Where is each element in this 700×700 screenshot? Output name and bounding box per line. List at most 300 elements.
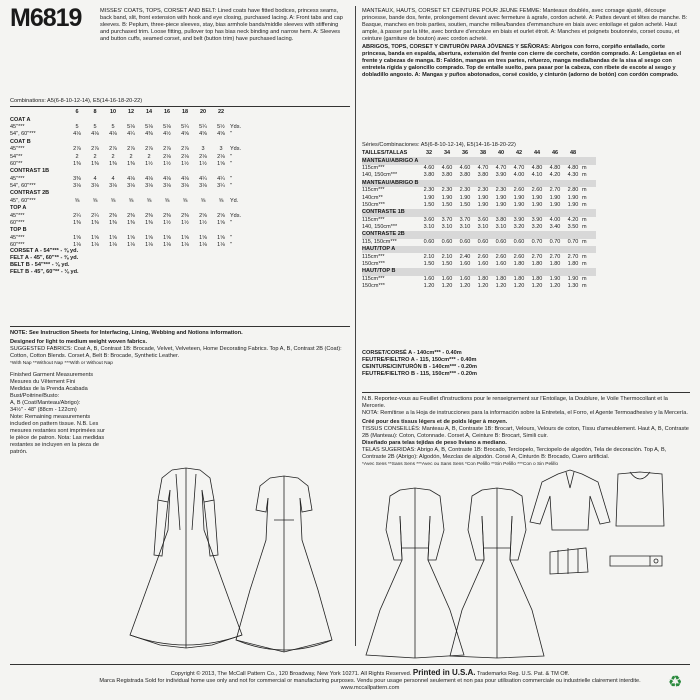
nap-legend-fr: *Avec Sens **Sans Sens ***Avec ou Sans Sens *Con Pelillo **Sin Pelillo ***Con o Sin Pelillo: [362, 462, 559, 467]
size-header: 32: [425, 150, 433, 157]
footer-copyright: Copyright © 2013, The McCall Pattern Co., 120 Broadway, New York 10271. All Rights Reserved.: [170, 671, 412, 677]
yardage-value: 1⅛: [199, 242, 207, 249]
yardage-value: 1⅛: [73, 242, 81, 249]
yardage-value: 4: [111, 175, 115, 182]
yardage-value: 2⅞: [109, 146, 117, 153]
yardage-value: 3.70: [441, 216, 453, 223]
fabric-width: 150cm***: [362, 201, 385, 208]
yardage-value: 3⅜: [73, 175, 81, 182]
yardage-row: [10, 124, 244, 131]
section-label: CONTRAST 2B: [10, 190, 50, 197]
size-header: 38: [479, 150, 487, 157]
yardage-value: 3.40: [549, 224, 561, 231]
coat-a-front-drawing: [130, 468, 242, 648]
yardage-value: 2.60: [513, 187, 525, 194]
yardage-value: 1.90: [477, 201, 489, 208]
yardage-value: 3: [201, 146, 205, 153]
fabric-width: 115cm***: [362, 216, 385, 223]
rule: [362, 392, 690, 393]
tailles-header-row: [362, 150, 596, 157]
yardage-value: 2⅝: [199, 212, 207, 219]
yardage-value: 5: [111, 123, 115, 130]
yardage-value: 2.40: [459, 253, 471, 260]
yardage-row: [10, 212, 244, 219]
size-header: 48: [569, 150, 577, 157]
yardage-value: 2⅛: [163, 153, 171, 160]
yardage-row: [362, 224, 596, 231]
unit: ": [230, 220, 232, 227]
yardage-value: 1.90: [423, 194, 435, 201]
yardage-value: 2.70: [549, 253, 561, 260]
description-fr: [362, 8, 690, 79]
yardage-value: 3.10: [495, 224, 507, 231]
yardage-value: 0.60: [441, 238, 453, 245]
size-header: 46: [551, 150, 559, 157]
yardage-value: 2⅞: [73, 146, 81, 153]
nota-es: NOTA: Remítirse a la Hoja de instrucciones para la información sobre la Entretela, el Forro, el Agente Termoadhesivo y la Mercería.: [362, 410, 688, 416]
fabric-width: 115cm***: [362, 187, 385, 194]
yardage-value: 1.30: [567, 283, 579, 290]
unit: ": [230, 131, 232, 138]
corset-line: FELT B - 45", 60"** - ⅛ yd.: [10, 269, 79, 275]
unit: m: [582, 275, 587, 282]
yardage-value: 4.70: [513, 164, 525, 171]
yardage-value: 2⅜: [109, 212, 117, 219]
yardage-value: 4.10: [531, 172, 543, 179]
yardage-value: 4⅝: [199, 131, 207, 138]
yardage-row: [362, 217, 596, 224]
tailles-label: TAILLES/TALLAS: [362, 150, 408, 157]
coat-b-back-drawing: [450, 488, 544, 658]
yardage-value: 4⅛: [109, 131, 117, 138]
yardage-value: 1.20: [441, 283, 453, 290]
yardage-value: 4.80: [549, 164, 561, 171]
yardage-value: 1.80: [549, 261, 561, 268]
yardage-value: 4.60: [441, 164, 453, 171]
unit: m: [582, 201, 587, 208]
fabric-width: 45"***: [10, 175, 25, 182]
yardage-value: 3.60: [477, 216, 489, 223]
corset-list-en: [10, 248, 79, 276]
yardage-value: 1⅜: [109, 160, 117, 167]
fabric-width: 115cm***: [362, 164, 385, 171]
yardage-value: 1.90: [441, 194, 453, 201]
yardage-value: 2¼: [73, 212, 81, 219]
yardage-value: 2.80: [567, 187, 579, 194]
description-fr-text: MANTEAUX, HAUTS, CORSET ET CEINTURE POUR JEUNE FEMME: Manteaux doublés, avec corsage ajusté, découpe princesse, bande dos, fente, prolongement devant avec fermeture à agrafe, cordon acheté. A: Pattes devant et têtes de manche. B: Basque, manches en trois parties, soutien, manche milieu/bandes d'emmanchure en biais avec entoilage et galon acheté. Haut ample, à passer par la tête, avec bordure d'encolure en biais et ourlet étroit. A: Manches et poignets boutonnés, corset cousu, et ceinture (garniture de bouton) avec cordon acheté.: [362, 8, 688, 42]
notes-en: [10, 330, 345, 367]
yardage-value: 4.20: [549, 172, 561, 179]
corset-line: CEINTURE/CINTURÓN B - 140cm*** - 0.20m: [362, 364, 478, 370]
yardage-value: 4⅛: [91, 131, 99, 138]
yardage-value: ⅝: [182, 197, 188, 204]
fabric-width: 45", 60"***: [10, 197, 36, 204]
yardage-value: 1⅛: [109, 242, 117, 249]
yardage-row: [362, 261, 596, 268]
yardage-value: 1⅛: [91, 242, 99, 249]
section-fill: [68, 190, 244, 197]
corset-line: CORSET/CORSÉ A - 140cm*** - 0.40m: [362, 350, 462, 356]
yardage-value: 3⅛: [145, 183, 153, 190]
coat-a-back-drawing: [236, 476, 332, 652]
section-label: TOP B: [10, 227, 27, 234]
yardage-value: 2⅞: [127, 146, 135, 153]
yardage-value: 1⅛: [127, 242, 135, 249]
yardage-value: 2.30: [495, 187, 507, 194]
yardage-value: 4⅜: [145, 131, 153, 138]
yardage-row: [10, 176, 244, 183]
yardage-value: 3.50: [567, 224, 579, 231]
fabric-width: 150cm***: [362, 261, 385, 268]
section-fill: [420, 180, 596, 187]
yardage-value: 2.60: [495, 253, 507, 260]
corset-list-fr: [362, 350, 477, 378]
yardage-row: [362, 276, 596, 283]
yardage-value: 3⅛: [91, 183, 99, 190]
yardage-value: 4⅛: [127, 175, 135, 182]
yardage-value: ⅝: [200, 197, 206, 204]
section-fill: [68, 205, 244, 212]
yardage-value: 1.20: [423, 283, 435, 290]
yardage-value: 0.60: [459, 238, 471, 245]
yardage-value: 3.90: [531, 216, 543, 223]
yardage-value: 3⅛: [127, 183, 135, 190]
yardage-value: 2.30: [477, 187, 489, 194]
yardage-value: 1.20: [495, 283, 507, 290]
yardage-value: 1.80: [495, 275, 507, 282]
yardage-row: [10, 183, 244, 190]
yardage-row: [10, 153, 244, 160]
yardage-value: 0.70: [531, 238, 543, 245]
yardage-value: 1⅝: [181, 234, 189, 241]
section-label: TOP A: [10, 205, 27, 212]
yardage-value: 2⅛: [181, 153, 189, 160]
yardage-value: 5: [93, 123, 97, 130]
combinations-en: Combinations: A5(6-8-10-12-14), E5(14-16-18-20-22): [10, 98, 143, 104]
yardage-value: 0.60: [477, 238, 489, 245]
section-label: CONTRASTE 2B: [362, 231, 420, 238]
size-header: 8: [93, 109, 97, 116]
fabric-width: 45"***: [10, 123, 25, 130]
yardage-value: 1.50: [441, 261, 453, 268]
yardage-value: 2⅞: [163, 146, 171, 153]
yardage-value: 1.20: [477, 283, 489, 290]
fabric-width: 60"***: [10, 242, 25, 249]
yardage-value: 1⅜: [127, 160, 135, 167]
footer-made-in: Printed in U.S.A.: [412, 668, 476, 677]
fabric-width: 54"**: [10, 153, 23, 160]
yardage-row: [10, 198, 244, 205]
yardage-value: 4⅝: [217, 131, 225, 138]
yardage-value: 1.60: [477, 261, 489, 268]
unit: Yds.: [230, 212, 242, 219]
yardage-value: ⅝: [74, 197, 80, 204]
measurements-text: Finished Garment Measurements Mesures du Vêtement Fini Medidas de la Prenda Acabada Bust/Poitrine/Busto: A, B (Coat/Manteau/Abrigo): 34½" - 48" (88cm - 122cm) Note: Remaining measurements included on pattern tissue. N.B. Les mesures restantes sont imprimées sur le pièce de patron. Nota: Las medidas restantes se incluyen en la pieza de patrón.: [10, 372, 105, 455]
section-row: [10, 227, 244, 234]
yardage-value: 1.60: [459, 261, 471, 268]
yardage-value: 1⅜: [91, 160, 99, 167]
yardage-value: 1.90: [459, 194, 471, 201]
yardage-value: 1.80: [513, 275, 525, 282]
size-header: 18: [181, 109, 189, 116]
yardage-value: 1.90: [477, 194, 489, 201]
description-es-text: ABRIGOS, TOPS, CORSET Y CINTURÓN PARA JÓVENES Y SEÑORAS: Abrigos con forro, corpiño entallado, corte princesa, banda en espalda, abertura, extensión del frente con cierre de corchete, cordón comprado. A: Lengüetas en el frente y cabezas de manga. B: Faldón, mangas en tres partes, refuerzo, manga media/bandas de la sisa al sesgo con entretela rígida y galoncillo comprado. Top de entalle suelto, para pasar por la cabeza, con ribete de escote al sesgo y dobladillo angosto. A: Mangas y puños abotonados, corsé cosido, y cinturón (adorno de botón) con cordón comprado.: [362, 44, 682, 78]
size-header: 34: [443, 150, 451, 157]
unit: m: [582, 187, 587, 194]
yardage-value: 1⅜: [127, 220, 135, 227]
yardage-value: 2.60: [477, 253, 489, 260]
corset-a-drawing: [550, 548, 588, 574]
yardage-value: 1.90: [495, 194, 507, 201]
yardage-value: 4.00: [513, 172, 525, 179]
size-header: 6: [75, 109, 79, 116]
yardage-value: 4⅛: [163, 175, 171, 182]
yardage-value: 1.90: [549, 194, 561, 201]
yardage-row: [10, 161, 244, 168]
yardage-value: 3⅛: [163, 183, 171, 190]
fabric-width: 60"**: [10, 160, 23, 167]
yardage-value: 4⅛: [181, 175, 189, 182]
yardage-value: 2: [75, 153, 79, 160]
yardage-value: 2⅞: [181, 146, 189, 153]
yardage-value: 1⅝: [145, 234, 153, 241]
copyright-footer: [90, 669, 650, 692]
yardage-row: [362, 202, 596, 209]
yardage-value: 1.90: [531, 194, 543, 201]
yardage-value: 0.60: [423, 238, 435, 245]
yardage-value: 3: [219, 146, 223, 153]
section-row: [362, 157, 596, 164]
yardage-value: 2: [93, 153, 97, 160]
section-row: [362, 268, 596, 275]
yardage-value: 1.80: [531, 261, 543, 268]
yardage-value: 4½: [163, 131, 171, 138]
unit: Yds.: [230, 123, 242, 130]
yardage-value: 1⅜: [73, 220, 81, 227]
yardage-value: 2⅝: [217, 212, 225, 219]
fabric-width: 60"***: [10, 220, 25, 227]
yardage-value: 2.10: [423, 253, 435, 260]
yardage-value: 1.60: [441, 275, 453, 282]
fabric-width: 115cm***: [362, 275, 385, 282]
yardage-value: 1⅝: [91, 234, 99, 241]
fabric-width: 150cm***: [362, 283, 385, 290]
yardage-row: [362, 165, 596, 172]
size-header: 16: [163, 109, 171, 116]
garment-line-drawings: [110, 460, 670, 660]
unit: m: [582, 172, 587, 179]
designed-es: Diseñado para telas tejidas de peso liviano a mediano.: [362, 440, 507, 446]
yardage-row: [10, 131, 244, 138]
footer-legal: Marca Registrada Sold for individual home use only and not for commercial or manufacturing purposes. Vendu pour usage personnel seulement et non pas pour utilisation commerciale ou industrielle clairement interdite. www.mccallpattern.com: [99, 678, 641, 691]
combinations-fr: Séries/Combinaciones: A5(6-8-10-12-14), E5(14-16-18-20-22): [362, 142, 516, 148]
yardage-value: 2.70: [549, 187, 561, 194]
unit: m: [582, 261, 587, 268]
size-header-row: [10, 109, 244, 116]
yardage-value: 1⅝: [109, 234, 117, 241]
fabric-width: 140, 150cm***: [362, 224, 398, 231]
yardage-value: 3.10: [459, 224, 471, 231]
recycle-icon: ♻: [668, 674, 683, 691]
yardage-value: 1.90: [495, 201, 507, 208]
corset-line: FELT A - 45", 60"** - ⅜ yd.: [10, 255, 79, 261]
fabric-width: 54", 60"***: [10, 183, 36, 190]
yardage-value: 2⅜: [127, 212, 135, 219]
unit: m: [582, 283, 587, 290]
unit: ": [230, 153, 232, 160]
yardage-value: 1⅜: [73, 160, 81, 167]
yardage-value: 1⅝: [127, 234, 135, 241]
yardage-value: 1½: [199, 220, 207, 227]
yardage-value: 1½: [163, 220, 171, 227]
yardage-value: 3⅛: [199, 183, 207, 190]
yardage-value: 5⅛: [145, 123, 153, 130]
designed-fr: Créé pour des tissus légers et de poids léger à moyen.: [362, 419, 508, 425]
yardage-value: 1½: [145, 160, 153, 167]
yardage-value: 3.60: [423, 216, 435, 223]
yardage-value: 1.80: [513, 261, 525, 268]
yardage-value: 2.30: [423, 187, 435, 194]
yardage-row: [362, 187, 596, 194]
section-row: [10, 205, 244, 212]
section-fill: [420, 246, 596, 253]
yardage-value: 5: [75, 123, 79, 130]
yardage-value: 1½: [163, 160, 171, 167]
yardage-value: 1.20: [459, 283, 471, 290]
yardage-value: 1.50: [441, 201, 453, 208]
yardage-value: 2.60: [531, 187, 543, 194]
section-fill: [420, 268, 596, 275]
yardage-value: 4⅛: [73, 131, 81, 138]
yardage-value: ⅝: [128, 197, 134, 204]
yardage-value: 4⅛: [145, 175, 153, 182]
yardage-value: 4.60: [423, 164, 435, 171]
yardage-value: 4.70: [477, 164, 489, 171]
section-fill: [420, 231, 596, 238]
yardage-value: 4.80: [531, 164, 543, 171]
yardage-value: 1.50: [459, 201, 471, 208]
yardage-value: 1.90: [567, 194, 579, 201]
yardage-value: 2⅛: [217, 153, 225, 160]
section-label: CONTRAST 1B: [10, 168, 50, 175]
section-label: HAUT/TOP B: [362, 268, 420, 275]
yardage-row: [10, 220, 244, 227]
yardage-value: 2⅜: [181, 212, 189, 219]
yardage-value: 4.00: [549, 216, 561, 223]
yardage-value: 1.60: [423, 275, 435, 282]
yardage-table: [10, 109, 244, 249]
yardage-value: 2⅞: [91, 146, 99, 153]
yardage-value: 2: [129, 153, 133, 160]
telas-es: TELAS SUGERIDAS: Abrigo A, B, Contraste 1B: Brocado, Terciopelo, Terciopelo de algodón, Tela de decoración. Top A, B, Contraste 2B (Abrigo): Algodón, Mezclas de algodón. Corsé A, Cinturón B: Brocado, Cuero artificial.: [362, 447, 667, 460]
size-header: 14: [145, 109, 153, 116]
yardage-value: 5⅛: [163, 123, 171, 130]
yardage-value: ⅝: [110, 197, 116, 204]
suggested-en: SUGGESTED FABRICS: Coat A, B, Contrast 1B: Brocade, Velvet, Velveteen, Home Decorating Fabrics. Top A, B, Contrast 2B (Coat): Cotton, Cotton Blends. Corset A, Belt B: Brocade, Synthetic Leather.: [10, 346, 342, 359]
yardage-value: 3⅛: [181, 183, 189, 190]
yardage-value: 2.60: [513, 253, 525, 260]
yardage-value: 1.50: [423, 201, 435, 208]
footer-trademark: Trademarks Reg. U.S. Pat. & TM Off.: [476, 671, 570, 677]
yardage-value: 1⅜: [91, 220, 99, 227]
section-fill: [420, 157, 596, 164]
yardage-value: ⅝: [92, 197, 98, 204]
section-row: [362, 246, 596, 253]
yardage-value: 2⅜: [145, 212, 153, 219]
yardage-value: 1.80: [567, 261, 579, 268]
yardage-value: 1.80: [477, 275, 489, 282]
yardage-value: 4.20: [567, 216, 579, 223]
yardage-value: 1⅝: [217, 220, 225, 227]
size-header: 20: [199, 109, 207, 116]
section-label: HAUT/TOP A: [362, 246, 420, 253]
yardage-value: 3.10: [423, 224, 435, 231]
yardage-value: 2⅜: [163, 212, 171, 219]
yardage-value: 2: [111, 153, 115, 160]
unit: m: [582, 194, 587, 201]
yardage-value: 1.60: [459, 275, 471, 282]
yardage-value: 2: [147, 153, 151, 160]
yardage-value: 1.90: [567, 275, 579, 282]
corset-line: FEUTRE/FIELTRO A - 115, 150cm*** - 0.40m: [362, 357, 477, 363]
fabric-width: 140, 150cm***: [362, 172, 398, 179]
section-label: COAT A: [10, 116, 31, 123]
yardage-value: 3⅛: [109, 183, 117, 190]
notes-fr-es: [362, 396, 692, 468]
yardage-value: 2.70: [531, 253, 543, 260]
yardage-value: 1.20: [531, 283, 543, 290]
yardage-value: 3.20: [531, 224, 543, 231]
yardage-value: 1⅜: [145, 220, 153, 227]
yardage-row: [10, 235, 244, 242]
belt-b-drawing: [610, 556, 662, 566]
finished-measurements: [10, 372, 106, 456]
fabric-width: 54", 60"***: [10, 131, 36, 138]
yardage-value: 1½: [181, 160, 189, 167]
section-label: CONTRASTE 1B: [362, 209, 420, 216]
unit: Yd.: [230, 197, 239, 204]
yardage-value: 1⅜: [109, 220, 117, 227]
rule: [10, 326, 350, 327]
yardage-value: 0.70: [567, 238, 579, 245]
section-fill: [420, 209, 596, 216]
fabric-width: 45"***: [10, 234, 25, 241]
unit: ": [230, 175, 232, 182]
top-a-drawing: [530, 470, 610, 530]
section-row: [10, 190, 244, 197]
nb-fr: N.B. Reportez-vous au Feuillet d'instructions pour le renseignement sur l'Entoilage, la Doublure, le Voile Thermocollant et la Mercerie.: [362, 396, 668, 409]
section-label: MANTEAU/ABRIGO B: [362, 179, 419, 186]
coat-b-front-drawing: [366, 488, 464, 658]
yardage-value: 5⅛: [127, 123, 135, 130]
yardage-value: 4⅝: [181, 131, 189, 138]
yardage-value: 5¼: [199, 123, 207, 130]
section-fill: [68, 139, 244, 146]
yardage-value: 3.20: [513, 224, 525, 231]
unit: ": [230, 183, 232, 190]
yardage-value: 0.60: [495, 238, 507, 245]
fabric-width: 45"***: [10, 146, 25, 153]
yardage-value: 2⅛: [199, 153, 207, 160]
unit: m: [582, 216, 587, 223]
yardage-value: 1.90: [567, 201, 579, 208]
yardage-value: 2⅞: [145, 146, 153, 153]
yardage-value: 3.70: [459, 216, 471, 223]
unit: m: [582, 164, 587, 171]
yardage-row: [10, 146, 244, 153]
section-label: COAT B: [10, 138, 31, 145]
section-fill: [68, 116, 244, 123]
